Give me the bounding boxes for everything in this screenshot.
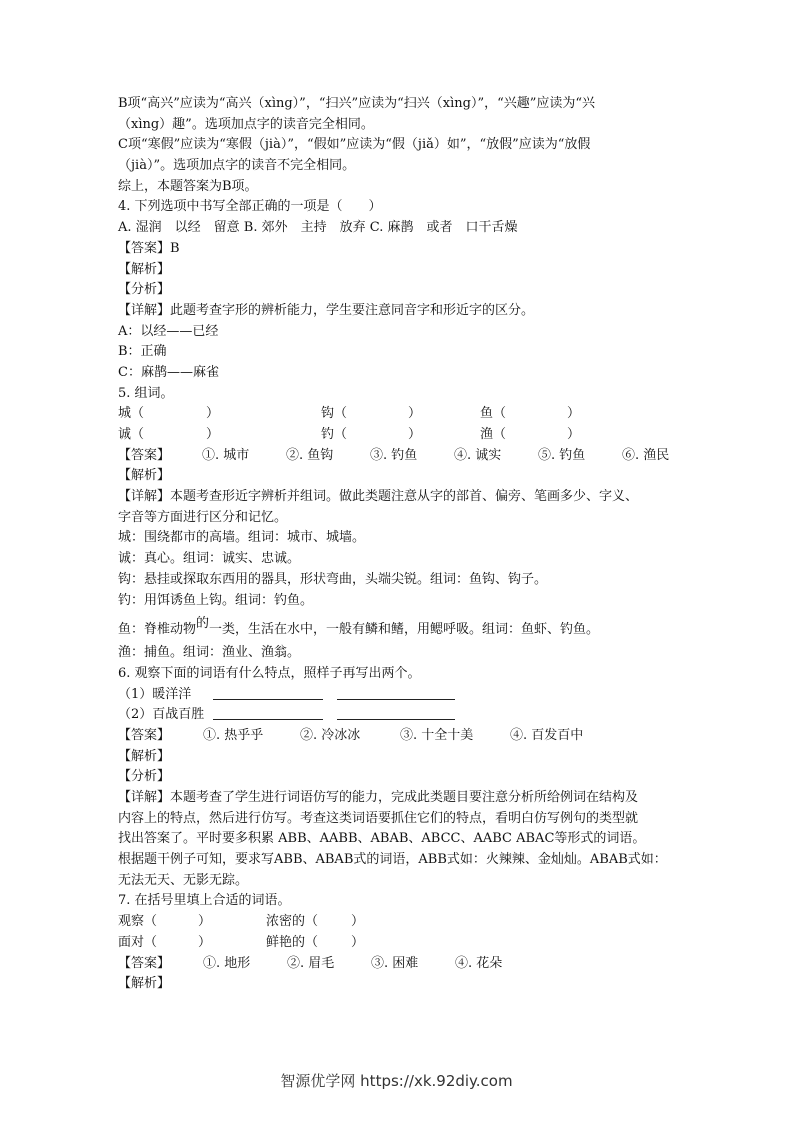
detail-text: 根据题干例子可知，要求写ABB、ABAB式的词语，ABB式如：火辣辣、金灿灿。ABAB式如： — [118, 852, 667, 868]
word-row: 城（ ） 钩（ ） 鱼（ ） — [118, 406, 581, 422]
text-line: 渔：捕鱼。组词：渔业、渔翁。 — [118, 645, 301, 661]
text-line: C：麻鹊——麻雀 — [118, 364, 219, 380]
text-line: 钓：用饵诱鱼上钩。组词：钓鱼。 — [118, 592, 314, 608]
detail-text: 【详解】本题考查形近字辨析并组词。做此类题注意从字的部首、偏旁、笔画多少、字义、 — [118, 489, 639, 505]
analysis-label: 【解析】 — [118, 748, 171, 764]
text-line: C项“寒假”应读为“寒假（jià）”，“假如”应读为“假（jiǎ）如”，“放假”应读为“放假 — [118, 137, 591, 153]
answer-row: 【答案】 ①. 城市 ②. 鱼钩 ③. 钓鱼 ④. 诚实 ⑤. 钓鱼 ⑥. 渔民 — [118, 447, 670, 463]
detail-text: 无法无天、无影无踪。 — [118, 872, 249, 888]
question-7-title: 7. 在括号里填上合适的词语。 — [118, 893, 291, 909]
question-6-title: 6. 观察下面的词语有什么特点，照样子再写出两个。 — [118, 665, 421, 681]
text-line: （jià）”。选项加点字的读音不完全相同。 — [118, 158, 356, 174]
watermark-footer: 智源优学网 https://xk.92diy.com — [280, 1072, 513, 1090]
answer-label: 【答案】B — [118, 240, 180, 256]
question-5-title: 5. 组词。 — [118, 385, 174, 401]
text-line: 钩：悬挂或探取东西用的器具，形状弯曲，头端尖锐。组词：鱼钩、钩子。 — [118, 571, 548, 587]
detail-text: 内容上的特点，然后进行仿写。考查这类词语要抓住它们的特点，看明白仿写例句的类型就 — [118, 810, 639, 826]
text-line: A：以经——已经 — [118, 323, 219, 339]
analysis-label: 【解析】 — [118, 468, 171, 484]
text-line: （xìng）趣”。选项加点字的读音完全相同。 — [118, 116, 374, 132]
answer-blank[interactable] — [337, 686, 455, 700]
detail-text: 字音等方面进行区分和记忆。 — [118, 509, 288, 525]
text-line: B：正确 — [118, 344, 167, 360]
word-row: 面对（ ） 鲜艳的（ ） — [118, 934, 365, 950]
text-line: 综上，本题答案为B项。 — [118, 178, 258, 194]
answer-row: 【答案】 ①. 热乎乎 ②. 冷冰冰 ③. 十全十美 ④. 百发百中 — [118, 727, 584, 743]
answer-blank[interactable] — [213, 686, 323, 700]
document-body — [118, 94, 688, 995]
detail-text: 【详解】本题考查了学生进行词语仿写的能力，完成此类题目要注意分析所给例词在结构及 — [118, 790, 639, 805]
detail-text: 找出答案了。平时要多积累 ABB、AABB、ABAB、ABCC、AABC ABAC等形式的词语。 — [118, 831, 646, 847]
text-line: 鱼：脊椎动物的一类，生活在水中，一般有鳞和鳍，用鳃呼吸。组词：鱼虾、钓鱼。 — [118, 616, 600, 638]
example-row: （1）暖洋洋 — [118, 685, 688, 706]
question-4-title: 4. 下列选项中书写全部正确的一项是（ ） — [118, 199, 382, 215]
analysis-label: 【分析】 — [118, 769, 171, 785]
answer-blank[interactable] — [337, 706, 455, 720]
analysis-label: 【解析】 — [118, 261, 171, 277]
detail-text: 【详解】此题考查字形的辨析能力，学生要注意同音字和形近字的区分。 — [118, 302, 535, 318]
analysis-label: 【解析】 — [118, 976, 171, 992]
analysis-label: 【分析】 — [118, 282, 171, 298]
answer-row: 【答案】 ①. 地形 ②. 眉毛 ③. 困难 ④. 花朵 — [118, 955, 503, 971]
answer-blank[interactable] — [213, 706, 323, 720]
example-row: （2）百战百胜 — [118, 705, 688, 726]
text-line: 诚：真心。组词：诚实、忠诚。 — [118, 551, 301, 567]
question-4-options: A. 湿润 以经 留意 B. 郊外 主持 放弃 C. 麻鹊 或者 口干舌燥 — [118, 220, 518, 236]
text-line: 城：围绕都市的高墙。组词：城市、城墙。 — [118, 530, 366, 546]
word-row: 诚（ ） 钓（ ） 渔（ ） — [118, 427, 581, 442]
text-line: B项“高兴”应读为“高兴（xìng）”，“扫兴”应读为“扫兴（xìng）”，“兴趣”应读为“兴 — [118, 96, 596, 111]
word-row: 观察（ ） 浓密的（ ） — [118, 914, 365, 930]
